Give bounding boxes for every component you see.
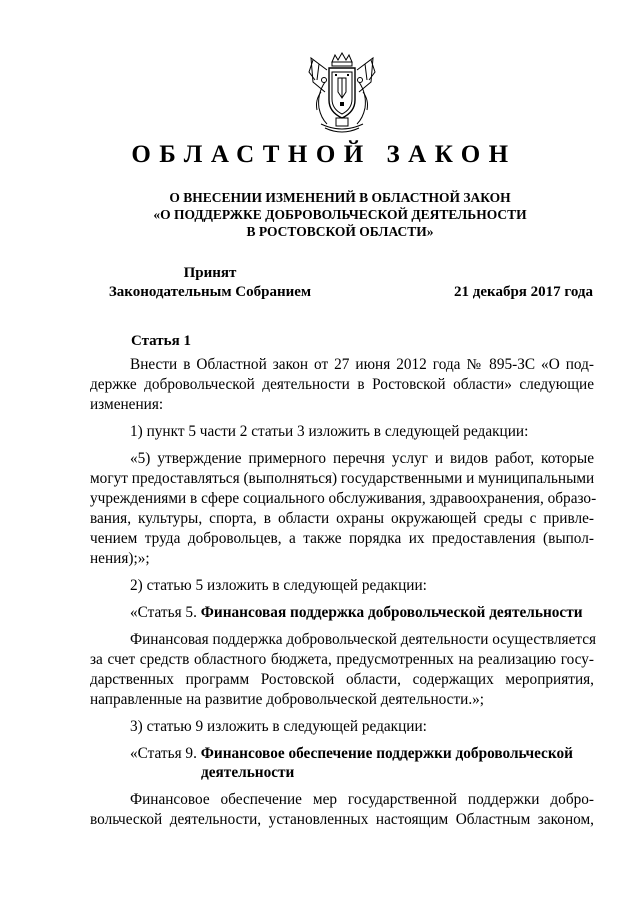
subtitle-line-1: О ВНЕСЕНИИ ИЗМЕНЕНИЙ В ОБЛАСТНОЙ ЗАКОН (169, 190, 511, 205)
subtitle-line-2: «О ПОДДЕРЖКЕ ДОБРОВОЛЬЧЕСКОЙ ДЕЯТЕЛЬНОСТИ (153, 207, 527, 222)
item-2: 2) статью 5 изложить в следующей редакции: (130, 577, 427, 594)
article-heading: Статья 1 (131, 333, 191, 349)
law-title: ОБЛАСТНОЙ ЗАКОН (131, 141, 517, 168)
rostov-coat-of-arms-emblem (305, 52, 379, 136)
intro-line-2: держке добровольческой деятельности в Ростовской области» следующие (90, 376, 594, 393)
item-3: 3) статью 9 изложить в следующей редакции: (130, 718, 427, 735)
article-5-text-line-3: дарственных программ Ростовской области, содержащих мероприятия, (90, 671, 594, 688)
article-5-prefix: «Статья 5. (130, 604, 197, 621)
article-5-text-line-1: Финансовая поддержка добровольческой деятельности осуществляется (130, 631, 597, 648)
item-1: 1) пункт 5 части 2 статьи 3 изложить в следующей редакции: (130, 423, 529, 440)
article-9-prefix: «Статья 9. (130, 745, 197, 762)
article-5-text-line-4: направленные на развитие добровольческой деятельности.»; (90, 691, 485, 708)
intro-line-3: изменения: (90, 396, 164, 413)
item-1-text-line-6: нения);»; (90, 550, 150, 567)
adopted-block (90, 264, 330, 302)
adopted-date: 21 декабря 2017 года (454, 284, 593, 300)
article-9-heading (90, 744, 594, 764)
article-5-text-line-2: за счет средств областного бюджета, предусмотренных на реализацию госу- (90, 651, 594, 668)
article-9-title-line-2: деятельности (201, 764, 295, 781)
article-9-text-line-2: вольческой деятельности, установленных настоящим Областным законом, (90, 811, 594, 828)
item-1-text-line-3: учреждениями в сфере социального обслуживания, здравоохранения, образо- (90, 490, 597, 507)
item-1-text-line-2: могут предоставляться (выполняться) государственными и муниципальными (90, 470, 595, 487)
article-5-heading (90, 603, 594, 623)
adopted-by-body: Законодательным Собранием (108, 284, 312, 300)
item-1-text-line-4: вания, культуры, спорта, в области охраны окружающей среды с привле- (90, 510, 594, 527)
item-1-text-line-1: «5) утверждение примерного перечня услуг и видов работ, которые (130, 450, 594, 467)
adopted-label: Принят (183, 265, 237, 281)
subtitle-line-3: В РОСТОВСКОЙ ОБЛАСТИ» (246, 224, 434, 239)
article-9-title-line-1: Финансовое обеспечение поддержки добровольческой (200, 745, 573, 762)
article-5-title: Финансовая поддержка добровольческой деятельности (200, 604, 583, 621)
item-1-text-line-5: чением труда добровольцев, а также порядка их предоставления (выпол- (90, 530, 594, 547)
article-9-text-line-1: Финансовое обеспечение мер государственной поддержки добро- (130, 791, 594, 808)
intro-line-1: Внести в Областной закон от 27 июня 2012 года № 895-ЗС «О под- (130, 356, 594, 373)
